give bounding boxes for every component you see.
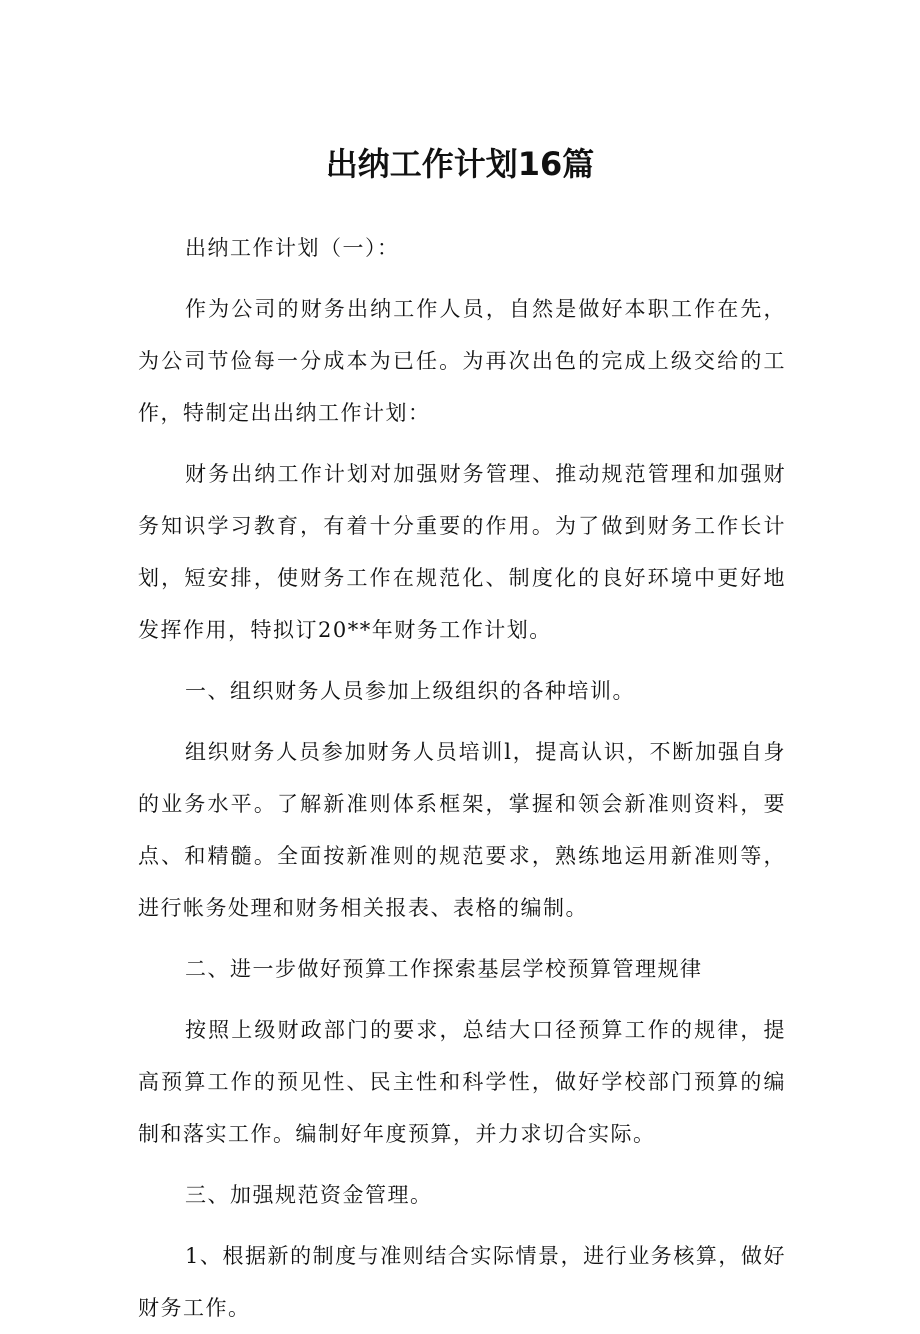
- paragraph-funds-item-1: 1、根据新的制度与准则结合实际情景，进行业务核算，做好财务工作。: [138, 1244, 786, 1320]
- document-title: 出纳工作计划16篇: [325, 145, 595, 183]
- paragraph-budget: 按照上级财政部门的要求，总结大口径预算工作的规律，提高预算工作的预见性、民主性和科学性，做好学校部门预算的编制和落实工作。编制好年度预算，并力求切合实际。: [138, 1018, 786, 1146]
- section-heading-funds: 三、加强规范资金管理。: [185, 1183, 433, 1207]
- paragraph-intro: 作为公司的财务出纳工作人员，自然是做好本职工作在先，为公司节俭每一分成本为已任。为再次出色的完成上级交给的工作，特制定出出纳工作计划：: [138, 297, 786, 425]
- section-heading-training: 一、组织财务人员参加上级组织的各种培训。: [185, 679, 635, 703]
- document-body: [138, 222, 786, 1334]
- section-heading-budget: 二、进一步做好预算工作探索基层学校预算管理规律: [185, 957, 703, 981]
- paragraph-heading-plan-one: 出纳工作计划（一）：: [185, 236, 400, 260]
- paragraph-purpose: 财务出纳工作计划对加强财务管理、推动规范管理和加强财务知识学习教育，有着十分重要的作用。为了做到财务工作长计划，短安排，使财务工作在规范化、制度化的良好环境中更好地发挥作用，特拟订20**年财务工作计划。: [138, 462, 786, 642]
- paragraph-training: 组织财务人员参加财务人员培训l，提高认识，不断加强自身的业务水平。了解新准则体系框架，掌握和领会新准则资料，要点、和精髓。全面按新准则的规范要求，熟练地运用新准则等，进行帐务处理和财务相关报表、表格的编制。: [138, 740, 786, 920]
